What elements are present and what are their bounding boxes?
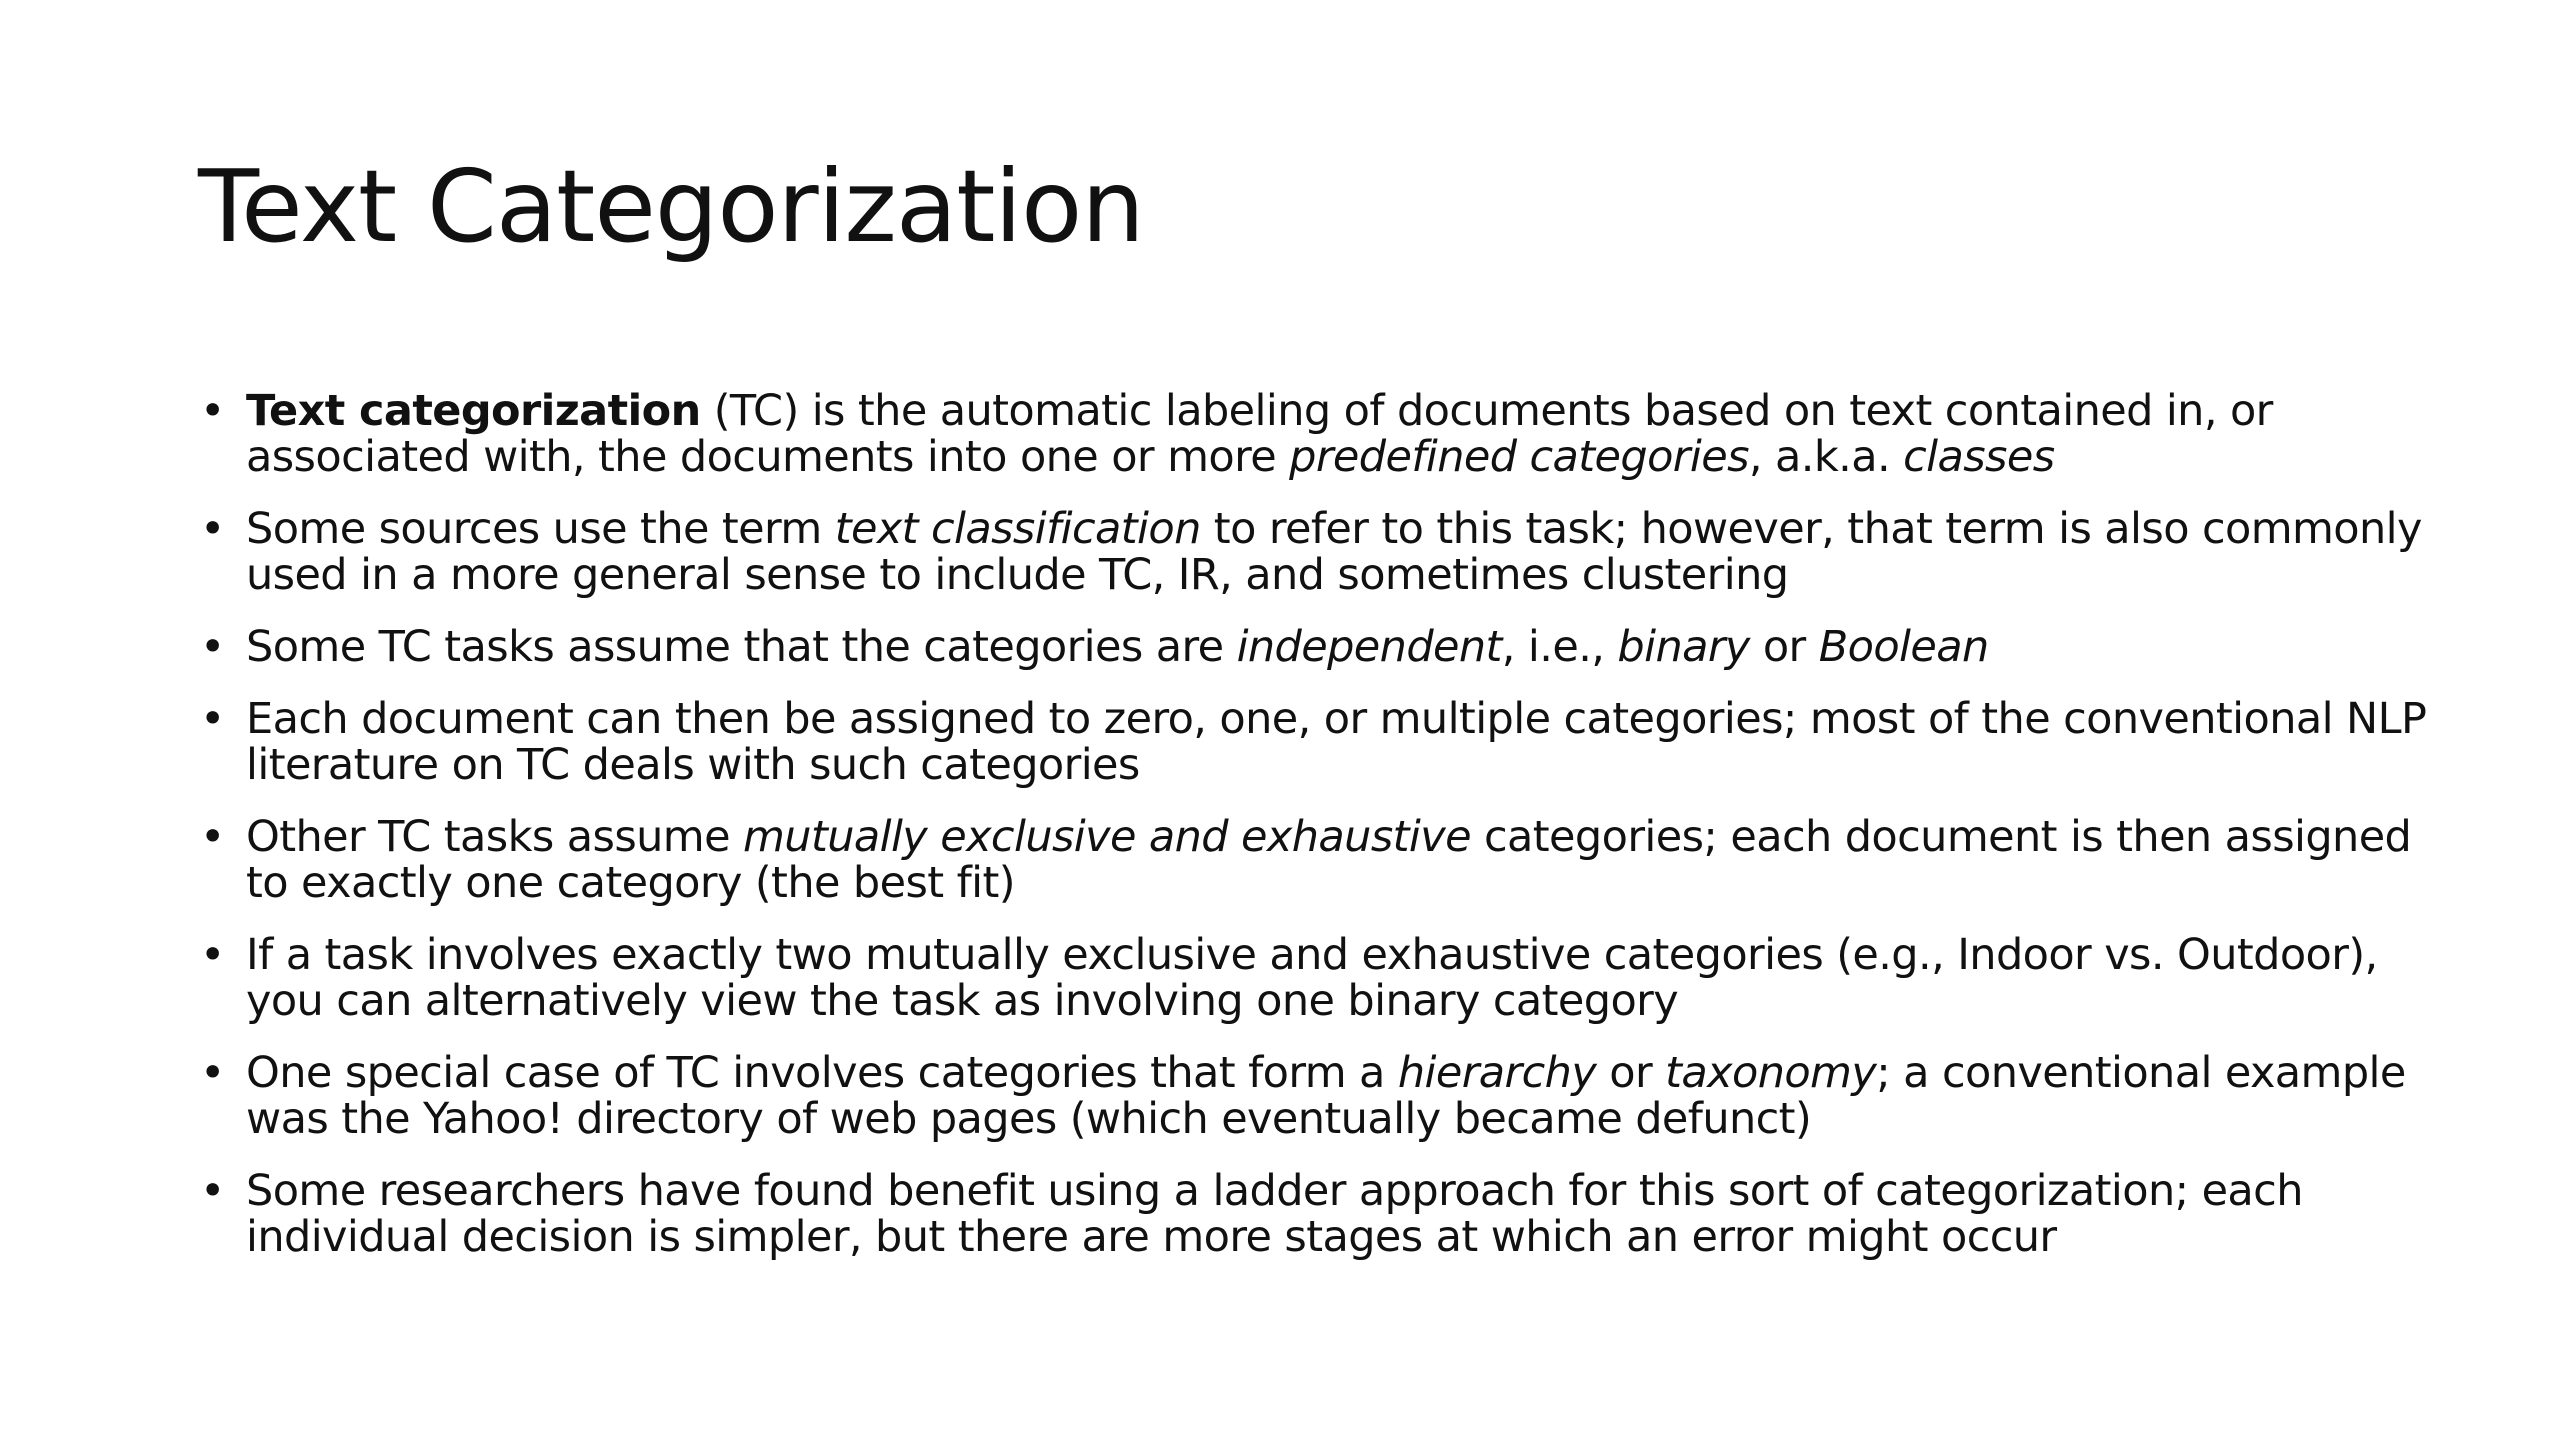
bullet-text: , i.e., [1501, 622, 1618, 672]
bullet-marker: • [200, 812, 225, 862]
bullet-text: categories; each document is then assigned to exactly one category (the best fit) [246, 812, 2412, 908]
bullet-text: Each document can then be assigned to zero, one, or multiple categories; most of the conventional NLP literature on TC deals with such categories [246, 694, 2427, 790]
bullet-text-italic: Boolean [1818, 622, 1989, 672]
bullet-text-italic: hierarchy [1397, 1048, 1597, 1098]
bullet-text: ; a conventional example was the Yahoo! directory of web pages (which eventually became defunct) [246, 1048, 2406, 1144]
bullet-text: Some TC tasks assume that the categories are [246, 622, 1237, 672]
bullet-marker: • [200, 1166, 225, 1216]
bullet-text-italic: predefined categories [1289, 432, 1749, 482]
bullet-marker: • [200, 1048, 225, 1098]
bullet-item [198, 506, 2428, 598]
bullet-item [198, 814, 2428, 906]
bullet-text: Some sources use the term [246, 504, 835, 554]
bullet-text: , a.k.a. [1748, 432, 1904, 482]
bullet-item [198, 624, 2428, 670]
bullet-text: or [1749, 622, 1819, 672]
bullet-list [198, 388, 2428, 1286]
bullet-text: If a task involves exactly two mutually exclusive and exhaustive categories (e.g., Indoor vs. Outdoor), you can alternatively view the task as involving one binary category [246, 930, 2378, 1026]
bullet-text-italic: classes [1903, 432, 2055, 482]
bullet-item [198, 932, 2428, 1024]
bullet-text: One special case of TC involves categories that form a [246, 1048, 1398, 1098]
slide-title: Text Categorization [198, 148, 1144, 265]
bullet-item [198, 1050, 2428, 1142]
bullet-marker: • [200, 694, 225, 744]
bullet-item [198, 1168, 2428, 1260]
bullet-text: Some researchers have found benefit using a ladder approach for this sort of categorization; each individual decision is simpler, but there are more stages at which an error might occur [246, 1166, 2303, 1262]
bullet-text: or [1596, 1048, 1666, 1098]
bullet-item [198, 696, 2428, 788]
bullet-text-italic: independent [1236, 622, 1502, 672]
bullet-marker: • [200, 622, 225, 672]
bullet-text: (TC) is the automatic labeling of documents based on text contained in, or associated with, the documents into one or more [246, 386, 2273, 482]
bullet-text-italic: mutually exclusive and exhaustive [743, 812, 1471, 862]
bullet-item [198, 388, 2428, 480]
bullet-text-italic: taxonomy [1665, 1048, 1877, 1098]
bullet-text: Other TC tasks assume [246, 812, 744, 862]
bullet-marker: • [200, 386, 225, 436]
bullet-text-italic: text classification [834, 504, 1201, 554]
bullet-marker: • [200, 504, 225, 554]
bullet-text-italic: binary [1617, 622, 1750, 672]
bullet-text-bold: Text categorization [246, 386, 701, 436]
bullet-text: to refer to this task; however, that term is also commonly used in a more general sense to include TC, IR, and sometimes clustering [246, 504, 2422, 600]
bullet-marker: • [200, 930, 225, 980]
